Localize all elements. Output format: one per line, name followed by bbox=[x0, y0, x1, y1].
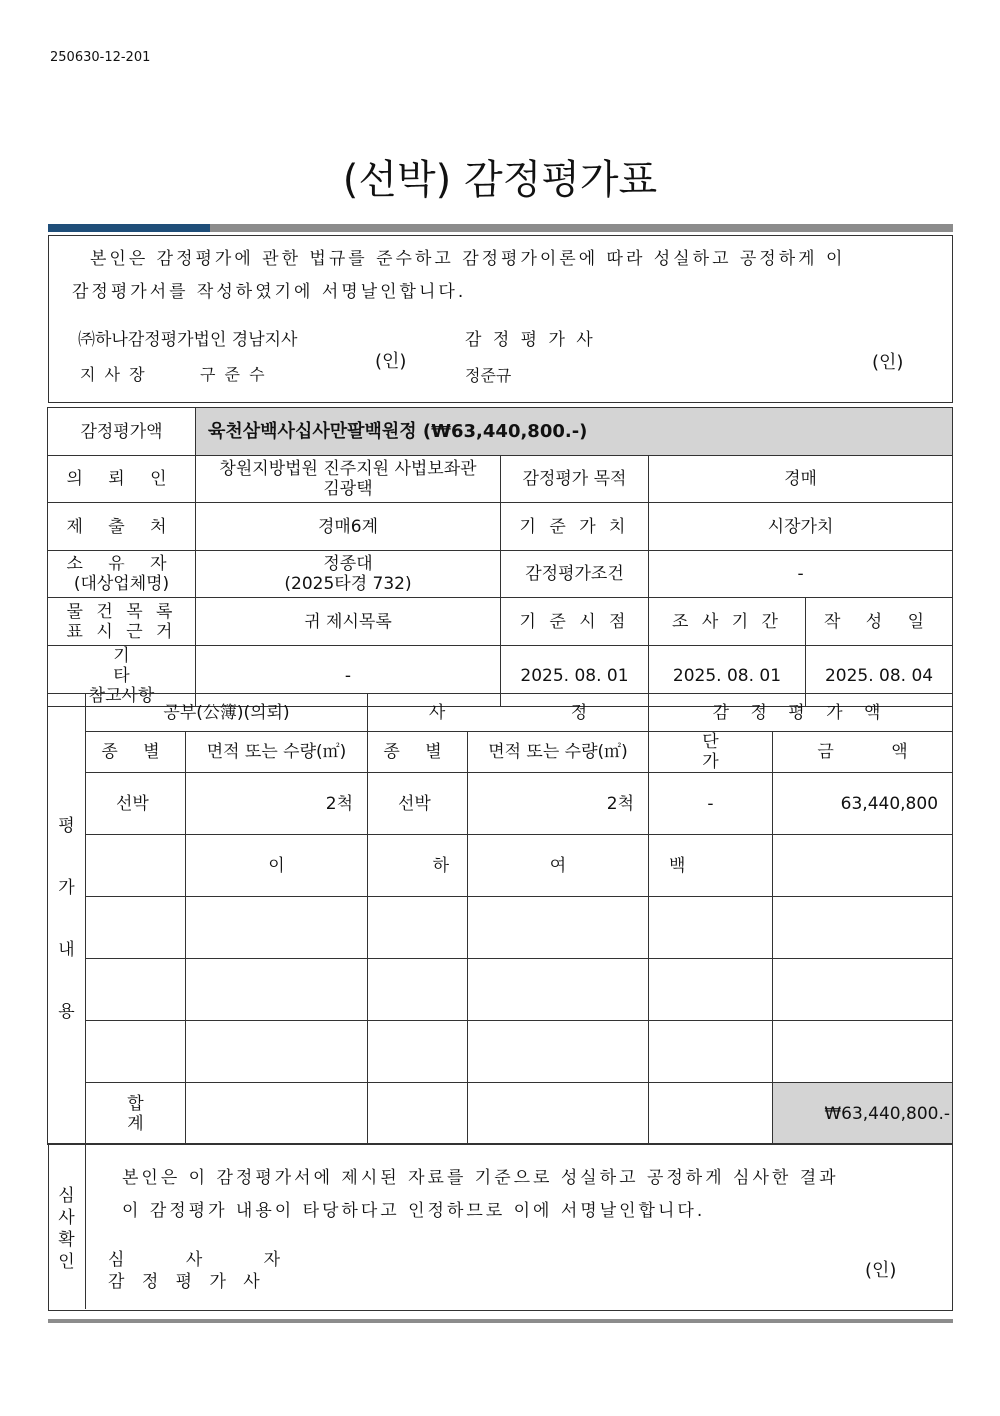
purpose-label: 감정평가 목적 bbox=[501, 456, 649, 503]
base-date-label: 기 준 시 점 bbox=[501, 598, 649, 646]
declaration-line1: 본인은 감정평가에 관한 법규를 준수하고 감정평가이론에 따라 성실하고 공정하게 이 bbox=[90, 249, 846, 269]
area-header-2: 면적 또는 수량(㎡) bbox=[468, 732, 649, 773]
reviewer-role: 감 정 평 가 사 bbox=[108, 1272, 266, 1292]
review-line2: 이 감정평가 내용이 타당하다고 인정하므로 이에 서명날인합니다. bbox=[122, 1201, 706, 1221]
client-value bbox=[196, 456, 501, 503]
review-char-1: 심 bbox=[58, 1186, 75, 1206]
row1-amount: 63,440,800 bbox=[773, 773, 953, 835]
side-char-3: 내 bbox=[58, 940, 75, 960]
firm-name: ㈜하나감정평가법인 경남지사 bbox=[78, 330, 298, 350]
other-label-sub: 참고사항 bbox=[88, 686, 155, 706]
appraiser-title: 감 정 평 가 사 bbox=[465, 330, 596, 350]
row2-unit: 백 bbox=[649, 835, 773, 897]
side-char-1: 평 bbox=[58, 816, 75, 836]
row2-qty: 이 bbox=[186, 835, 368, 897]
total-blank-1 bbox=[186, 1083, 368, 1145]
case-number: (2025타경 732) bbox=[284, 574, 412, 594]
appraiser-name: 정준규 bbox=[465, 366, 512, 385]
side-char-2: 가 bbox=[58, 878, 75, 898]
list-label-sub: 표 시 근 거 bbox=[66, 621, 177, 642]
list-label-main: 물 건 목 록 bbox=[66, 601, 177, 622]
row1-kind: 선박 bbox=[86, 773, 186, 835]
side-char-4: 용 bbox=[58, 1002, 75, 1022]
appraised-amount-header: 감 정 평 가 액 bbox=[649, 694, 953, 732]
other-label-main: 기 타 bbox=[113, 646, 160, 686]
owner-label bbox=[48, 551, 196, 598]
branch-head-title: 지 사 장 bbox=[80, 365, 147, 384]
survey-period-label: 조 사 기 간 bbox=[649, 598, 806, 646]
declaration-text bbox=[72, 243, 845, 309]
owner-name: 정종대 bbox=[323, 554, 373, 574]
review-side-label bbox=[48, 1185, 85, 1273]
bottom-rule bbox=[48, 1319, 953, 1323]
row1-unit: - bbox=[649, 773, 773, 835]
total-value: ₩63,440,800.- bbox=[773, 1083, 953, 1145]
client-label: 의 뢰 인 bbox=[48, 456, 196, 503]
seal-mark-2: (인) bbox=[872, 352, 904, 373]
owner-value bbox=[196, 551, 501, 598]
list-value: 귀 제시목록 bbox=[196, 598, 501, 646]
review-seal-mark: (인) bbox=[865, 1260, 897, 1281]
basis-label: 기 준 가 치 bbox=[501, 503, 649, 551]
total-blank-4 bbox=[649, 1083, 773, 1145]
written-date: 2025. 08. 04 bbox=[806, 646, 953, 707]
total-label: 합 계 bbox=[86, 1083, 186, 1145]
basis-value: 시장가치 bbox=[649, 503, 953, 551]
seal-mark-1: (인) bbox=[375, 351, 407, 372]
declaration-line2: 감정평가서를 작성하였기에 서명날인합니다. bbox=[72, 282, 467, 302]
owner-label-main: 소 유 자 bbox=[66, 554, 177, 574]
review-line1: 본인은 이 감정평가서에 제시된 자료를 기준으로 성실하고 공정하게 심사한 결과 bbox=[122, 1168, 839, 1188]
evaluation-side-label bbox=[48, 694, 86, 1145]
review-char-2: 사 bbox=[58, 1208, 75, 1228]
title-rule-accent bbox=[48, 224, 210, 232]
base-date: 2025. 08. 01 bbox=[501, 646, 649, 707]
submit-label: 제 출 처 bbox=[48, 503, 196, 551]
submit-value: 경매6계 bbox=[196, 503, 501, 551]
client-person: 김광택 bbox=[323, 479, 373, 499]
total-blank-2 bbox=[368, 1083, 468, 1145]
review-char-4: 인 bbox=[58, 1252, 75, 1272]
condition-value: - bbox=[649, 551, 953, 598]
amount-header: 금 액 bbox=[773, 732, 953, 773]
row2-amount bbox=[773, 835, 953, 897]
amount-label: 감정평가액 bbox=[48, 408, 196, 456]
other-value: - bbox=[196, 646, 501, 707]
kind-header: 종 별 bbox=[86, 732, 186, 773]
empty-row bbox=[48, 1021, 953, 1083]
row2-kind2: 하 bbox=[368, 835, 468, 897]
condition-label: 감정평가조건 bbox=[501, 551, 649, 598]
info-table bbox=[47, 407, 953, 707]
area-header: 면적 또는 수량(㎡) bbox=[186, 732, 368, 773]
kind-header-2: 종 별 bbox=[368, 732, 468, 773]
survey-date: 2025. 08. 01 bbox=[649, 646, 806, 707]
public-record-header: 공부(公簿)(의뢰) bbox=[86, 694, 368, 732]
client-court: 창원지방법원 진주지원 사법보좌관 bbox=[219, 459, 477, 479]
empty-row bbox=[48, 959, 953, 1021]
branch-head-name: 구 준 수 bbox=[200, 365, 267, 384]
reviewer-title: 심 사 자 bbox=[108, 1250, 309, 1270]
row2-qty2: 여 bbox=[468, 835, 649, 897]
fact-header: 사 정 bbox=[368, 694, 649, 732]
row1-qty2: 2척 bbox=[468, 773, 649, 835]
amount-value: 육천삼백사십사만팔백원정 (₩63,440,800.-) bbox=[196, 408, 953, 456]
row1-kind2: 선박 bbox=[368, 773, 468, 835]
row2-kind bbox=[86, 835, 186, 897]
list-label bbox=[48, 598, 196, 646]
document-number: 250630-12-201 bbox=[50, 50, 151, 65]
row1-qty: 2척 bbox=[186, 773, 368, 835]
total-blank-3 bbox=[468, 1083, 649, 1145]
purpose-value: 경매 bbox=[649, 456, 953, 503]
written-date-label: 작 성 일 bbox=[806, 598, 953, 646]
empty-row bbox=[48, 897, 953, 959]
owner-label-sub: (대상업체명) bbox=[73, 574, 170, 594]
unit-price-header: 단 가 bbox=[649, 732, 773, 773]
evaluation-table bbox=[47, 693, 953, 1145]
page-title: (선박) 감정평가표 bbox=[342, 157, 658, 203]
review-char-3: 확 bbox=[58, 1230, 75, 1250]
